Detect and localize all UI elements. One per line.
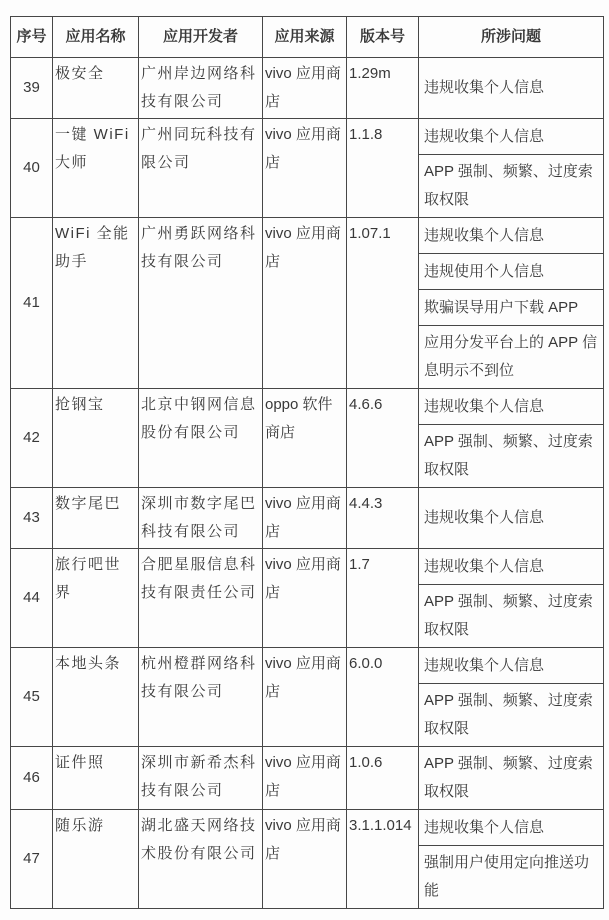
table-row — [11, 488, 603, 549]
column-header-version: 版本号 — [347, 17, 419, 57]
no-cell: 44 — [11, 549, 53, 647]
issue-item: 违规收集个人信息 — [419, 389, 603, 425]
source-cell: vivo 应用商店 — [263, 58, 347, 118]
no-cell: 42 — [11, 389, 53, 487]
source-cell: vivo 应用商店 — [263, 648, 347, 746]
issues-cell — [419, 549, 603, 647]
version-cell: 1.29m — [347, 58, 419, 118]
source-cell: vivo 应用商店 — [263, 810, 347, 908]
issues-cell — [419, 119, 603, 217]
issues-cell — [419, 218, 603, 388]
issue-item: 违规使用个人信息 — [419, 254, 603, 290]
version-cell: 1.0.6 — [347, 747, 419, 809]
table-row — [11, 58, 603, 119]
issue-item: 违规收集个人信息 — [419, 218, 603, 254]
name-cell: 数字尾巴 — [53, 488, 139, 548]
issue-item: APP 强制、频繁、过度索取权限 — [424, 692, 593, 737]
issue-item: 违规收集个人信息 — [419, 549, 603, 585]
issue-item: 违规收集个人信息 — [424, 79, 545, 96]
column-header-issues: 所涉问题 — [480, 28, 541, 45]
column-header-no: 序号 — [11, 17, 53, 57]
issue-item: 违规收集个人信息 — [419, 810, 603, 846]
developer-cell: 广州勇跃网络科技有限公司 — [139, 218, 263, 388]
no-cell: 47 — [11, 810, 53, 908]
column-header-source: 应用来源 — [263, 17, 347, 57]
issue-item: 违规收集个人信息 — [419, 648, 603, 684]
issue-item: 欺骗误导用户下载 APP — [419, 290, 603, 326]
issue-item: 违规收集个人信息 — [419, 119, 603, 155]
name-cell: 一键 WiFi 大师 — [53, 119, 139, 217]
issues-cell — [419, 648, 603, 746]
developer-cell: 杭州橙群网络科技有限公司 — [139, 648, 263, 746]
developer-cell: 深圳市数字尾巴科技有限公司 — [139, 488, 263, 548]
table-row — [11, 747, 603, 810]
version-cell: 4.4.3 — [347, 488, 419, 548]
name-cell: 证件照 — [53, 747, 139, 809]
name-cell: 本地头条 — [53, 648, 139, 746]
name-cell: 抢钢宝 — [53, 389, 139, 487]
no-cell: 45 — [11, 648, 53, 746]
source-cell: vivo 应用商店 — [263, 549, 347, 647]
no-cell: 46 — [11, 747, 53, 809]
issue-item: APP 强制、频繁、过度索取权限 — [424, 593, 593, 638]
no-cell: 39 — [11, 58, 53, 118]
name-cell: WiFi 全能助手 — [53, 218, 139, 388]
no-cell: 41 — [11, 218, 53, 388]
version-cell: 6.0.0 — [347, 648, 419, 746]
name-cell: 随乐游 — [53, 810, 139, 908]
issues-cell — [419, 389, 603, 487]
developer-cell: 北京中钢网信息股份有限公司 — [139, 389, 263, 487]
developer-cell: 合肥星服信息科技有限责任公司 — [139, 549, 263, 647]
source-cell: oppo 软件商店 — [263, 389, 347, 487]
table-row — [11, 119, 603, 218]
table-row — [11, 549, 603, 648]
developer-cell: 广州岸边网络科技有限公司 — [139, 58, 263, 118]
issue-item: APP 强制、频繁、过度索取权限 — [424, 163, 593, 208]
issues-cell — [419, 58, 603, 118]
table-row — [11, 218, 603, 389]
developer-cell: 深圳市新希杰科技有限公司 — [139, 747, 263, 809]
issues-cell — [419, 488, 603, 548]
table-row — [11, 389, 603, 488]
developer-cell: 广州同玩科技有限公司 — [139, 119, 263, 217]
version-cell: 1.1.8 — [347, 119, 419, 217]
version-cell: 1.07.1 — [347, 218, 419, 388]
issues-cell — [419, 810, 603, 908]
issue-item: 违规收集个人信息 — [424, 509, 545, 526]
version-cell: 1.7 — [347, 549, 419, 647]
version-cell: 4.6.6 — [347, 389, 419, 487]
column-header-developer: 应用开发者 — [139, 17, 263, 57]
table-row — [11, 648, 603, 747]
no-cell: 40 — [11, 119, 53, 217]
no-cell: 43 — [11, 488, 53, 548]
table-header-row — [11, 17, 603, 58]
issues-cell — [419, 747, 603, 809]
issue-item: 强制用户使用定向推送功能 — [424, 854, 590, 899]
version-cell: 3.1.1.014 — [347, 810, 419, 908]
source-cell: vivo 应用商店 — [263, 747, 347, 809]
issue-item: 应用分发平台上的 APP 信息明示不到位 — [424, 334, 598, 379]
source-cell: vivo 应用商店 — [263, 218, 347, 388]
issue-item: APP 强制、频繁、过度索取权限 — [424, 755, 593, 800]
name-cell: 极安全 — [53, 58, 139, 118]
source-cell: vivo 应用商店 — [263, 119, 347, 217]
table-row — [11, 810, 603, 908]
name-cell: 旅行吧世界 — [53, 549, 139, 647]
column-header-name: 应用名称 — [53, 17, 139, 57]
issue-item: APP 强制、频繁、过度索取权限 — [424, 433, 593, 478]
app-violation-table — [10, 16, 604, 909]
source-cell: vivo 应用商店 — [263, 488, 347, 548]
developer-cell: 湖北盛天网络技术股份有限公司 — [139, 810, 263, 908]
